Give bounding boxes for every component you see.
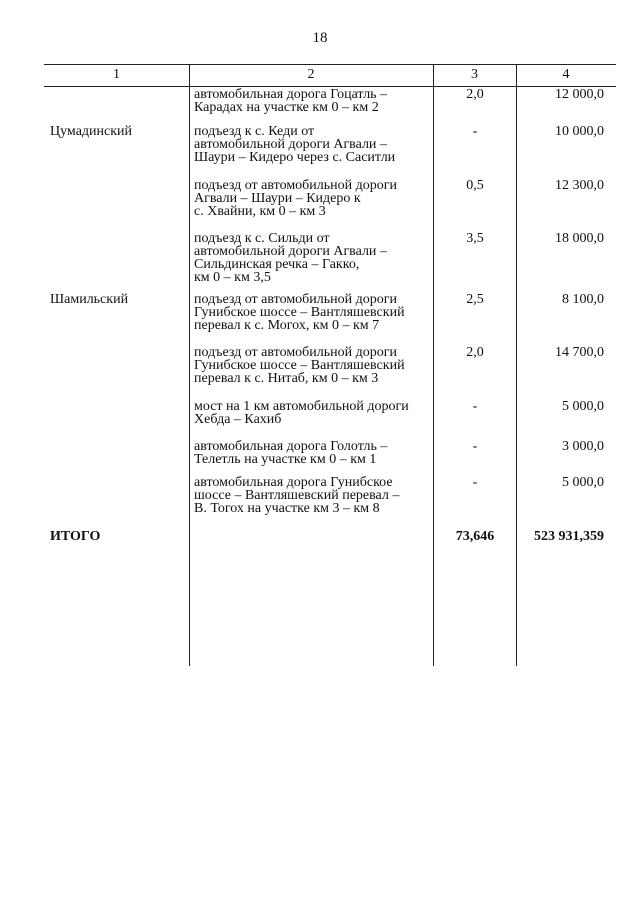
road-name-cell: подъезд к с. Кеди от автомобильной дороги Агвали – Шаури – Кидеро через с. Саситли [194, 124, 396, 165]
table-top-border [44, 64, 616, 65]
cost-cell: 10 000,0 [555, 124, 604, 139]
road-name-cell: подъезд от автомобильной дороги Гунибское шоссе – Вантляшевский перевал к с. Могох, км 0 – км 7 [194, 292, 405, 333]
column-header-4: 4 [562, 67, 570, 82]
road-name-cell: мост на 1 км автомобильной дороги Хебда – Кахиб [194, 399, 409, 427]
road-name-cell: подъезд от автомобильной дороги Гунибское шоссе – Вантляшевский перевал к с. Нитаб, км 0 – км 3 [194, 345, 405, 386]
road-name-cell: автомобильная дорога Гоцатль – Карадах на участке км 0 – км 2 [194, 87, 388, 115]
road-name-cell: автомобильная дорога Голотль – Телетль на участке км 0 – км 1 [194, 439, 388, 467]
district-cell: Цумадинский [50, 124, 133, 139]
length-cell: - [472, 124, 478, 139]
cost-cell: 8 100,0 [562, 292, 604, 307]
length-cell: 2,5 [466, 292, 484, 307]
cost-cell: 14 700,0 [555, 345, 604, 360]
length-cell: 2,0 [466, 87, 484, 102]
cost-cell: 12 000,0 [555, 87, 604, 102]
cost-cell: 12 300,0 [555, 178, 604, 193]
length-cell: - [472, 399, 478, 414]
cost-cell: 3 000,0 [562, 439, 604, 454]
column-header-2: 2 [307, 67, 315, 82]
road-name-cell: автомобильная дорога Гунибское шоссе – Вантляшевский перевал – В. Тогох на участке км 3 – км 8 [194, 475, 400, 516]
column-header-1: 1 [113, 67, 120, 82]
district-cell: Шамильский [50, 292, 129, 307]
cost-cell: 18 000,0 [555, 231, 604, 246]
cost-cell: 5 000,0 [562, 475, 604, 490]
column-divider-1 [189, 64, 190, 666]
total-length: 73,646 [455, 529, 495, 544]
length-cell: 2,0 [466, 345, 484, 360]
road-name-cell: подъезд к с. Сильди от автомобильной дороги Агвали – Сильдинская речка – Гакко, км 0 – км 3,5 [194, 231, 387, 285]
length-cell: - [472, 475, 478, 490]
total-cost: 523 931,359 [534, 529, 604, 544]
page-number: 18 [312, 30, 328, 46]
total-label: ИТОГО [50, 529, 101, 544]
length-cell: - [472, 439, 478, 454]
length-cell: 3,5 [466, 231, 484, 246]
road-name-cell: подъезд от автомобильной дороги Агвали – Шаури – Кидеро к с. Хвайни, км 0 – км 3 [194, 178, 397, 219]
cost-cell: 5 000,0 [562, 399, 604, 414]
column-divider-3 [516, 64, 517, 666]
length-cell: 0,5 [466, 178, 484, 193]
column-header-3: 3 [471, 67, 478, 82]
